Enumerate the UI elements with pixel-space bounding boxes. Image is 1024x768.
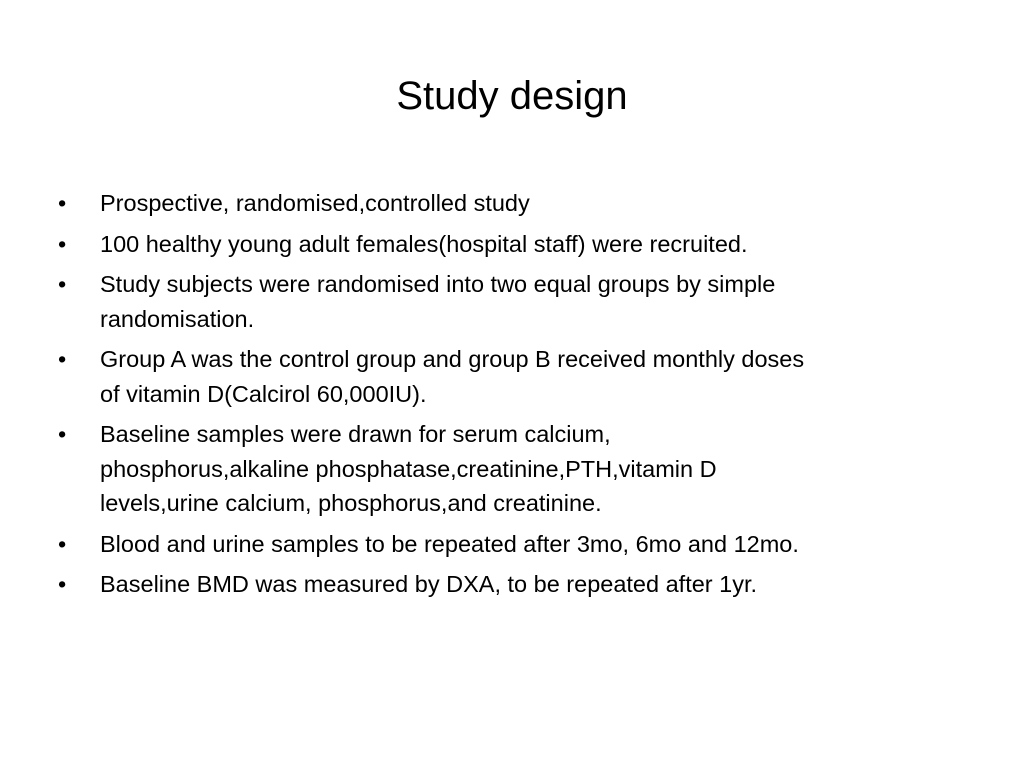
bullet-text: levels,urine calcium, phosphorus,and creatinine. [100,490,602,516]
bullet-item [58,186,998,221]
bullet-icon: • [58,230,67,257]
bullet-text: Baseline BMD was measured by DXA, to be repeated after 1yr. [100,571,758,597]
bullet-text: Baseline samples were drawn for serum calcium, [100,421,611,447]
bullet-list [58,186,998,608]
bullet-text: of vitamin D(Calcirol 60,000IU). [100,380,427,407]
bullet-item [58,227,998,262]
bullet-icon: • [58,271,67,297]
bullet-item [58,567,998,602]
bullet-text: 100 healthy young adult females(hospital staff) were recruited. [100,230,748,257]
bullet-text: randomisation. [100,305,255,332]
bullet-text: Prospective, randomised,controlled study [100,190,530,216]
bullet-icon: • [58,421,67,447]
bullet-icon: • [58,346,67,372]
bullet-icon: • [58,530,67,557]
bullet-text: phosphorus,alkaline phosphatase,creatinine,PTH,vitamin D [100,455,717,482]
bullet-text: Blood and urine samples to be repeated after 3mo, 6mo and 12mo. [100,530,799,557]
slide-title: Study design [396,74,628,118]
bullet-text: Study subjects were randomised into two equal groups by simple [100,271,776,297]
bullet-item [58,417,998,521]
bullet-item [58,267,998,336]
bullet-text: Group A was the control group and group B received monthly doses [100,346,805,372]
bullet-icon: • [58,190,67,216]
bullet-item [58,342,998,411]
bullet-icon: • [58,571,67,597]
bullet-item [58,527,998,562]
